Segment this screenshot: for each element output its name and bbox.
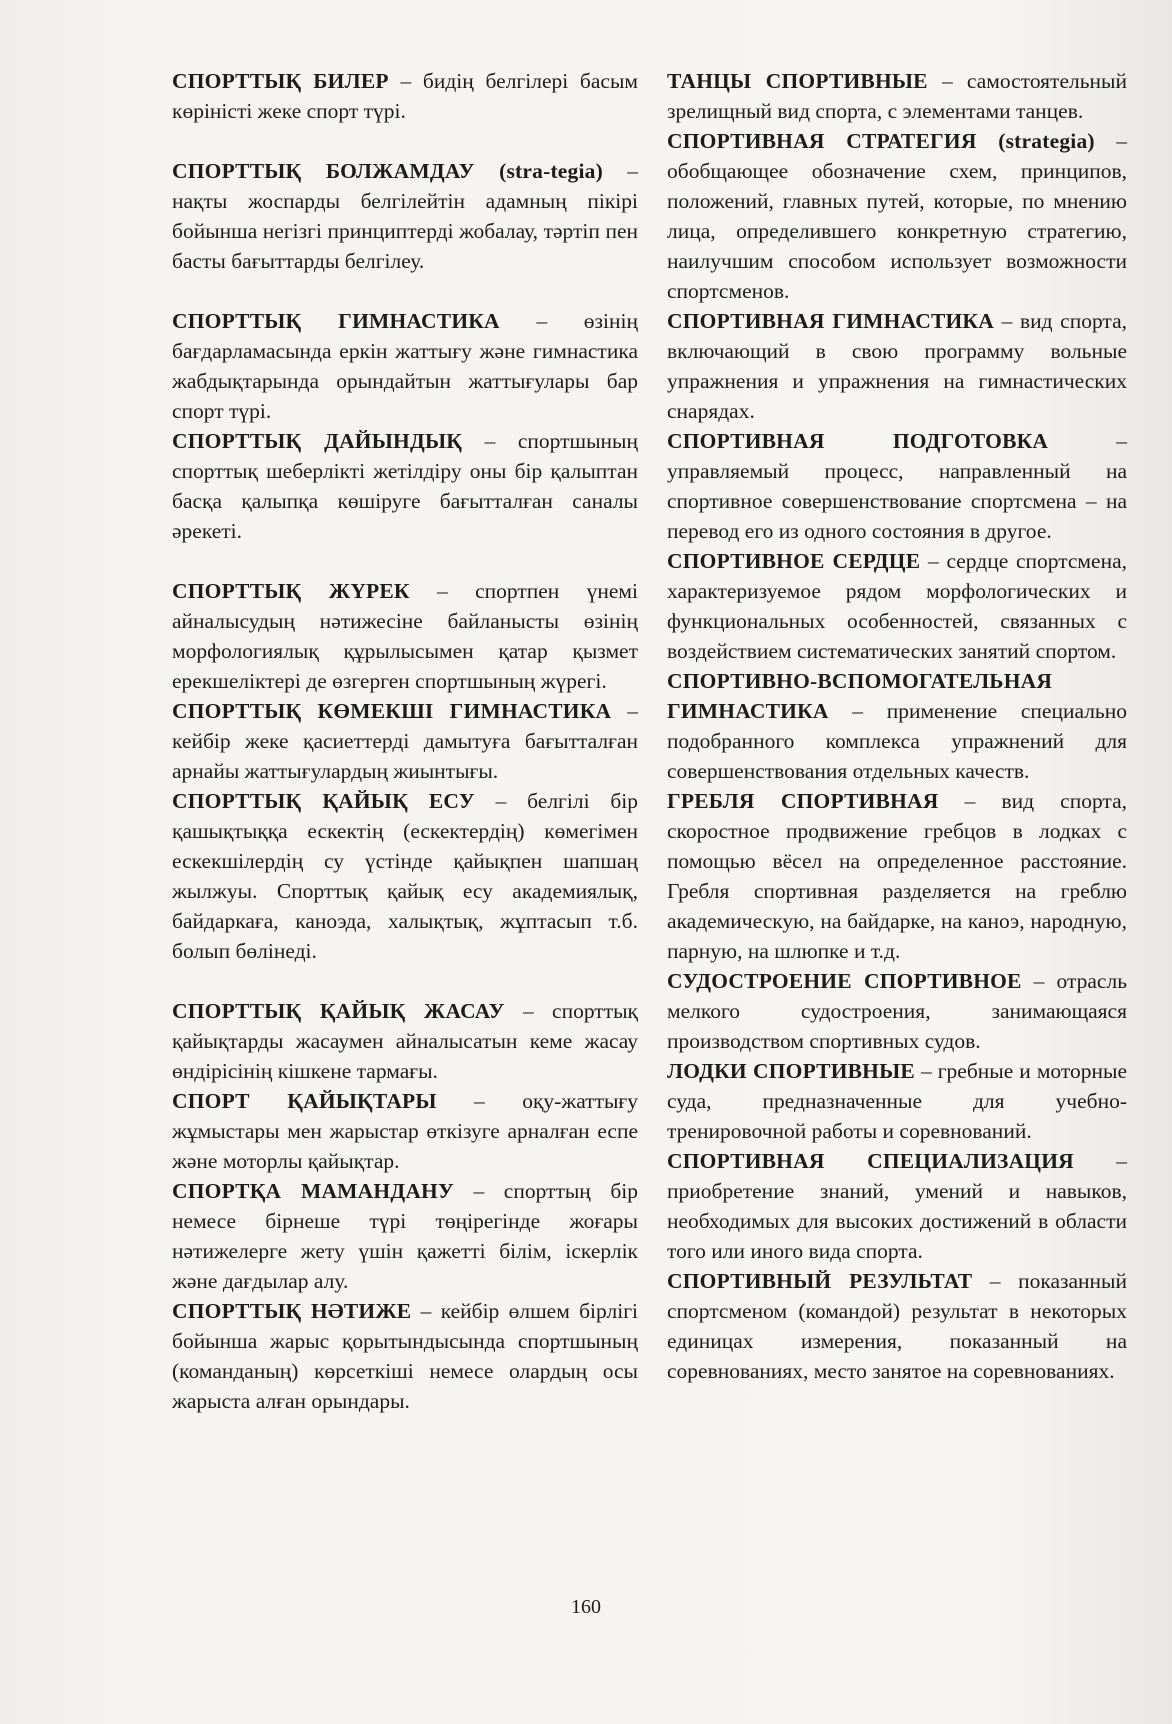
entry-term: СПОРТИВНАЯ ГИМНАСТИКА: [667, 309, 994, 333]
entry-definition: – бидің белгілері басым көріністі жеке спорт түрі.: [172, 69, 639, 123]
entry-term: СПОРТИВНО-ВСПОМОГАТЕЛЬНАЯ ГИМНАСТИКА: [667, 669, 1053, 723]
entry-definition: – спортшының спорттық шеберлікті жетілдіру оны бір қалыптан басқа қалыпқа көшіруге бағытталған саналы әрекеті.: [172, 429, 638, 543]
dictionary-entry: [667, 126, 1127, 306]
dictionary-entry: [667, 786, 1127, 966]
entry-term: СПОРТИВНЫЙ РЕЗУЛЬТАТ: [667, 1269, 973, 1293]
dictionary-entry: [172, 696, 638, 786]
entry-term: СПОРТТЫҚ НӘТИЖЕ: [172, 1299, 412, 1323]
entry-term: ГРЕБЛЯ СПОРТИВНАЯ: [667, 789, 939, 813]
entry-term: СПОРТҚА МАМАНДАНУ: [172, 1179, 454, 1203]
entry-term: СПОРТТЫҚ ҚАЙЫҚ ЕСУ: [172, 789, 475, 813]
entry-definition: – оқу-жаттығу жұмыстары мен жарыстар өткізуге арналған еспе және моторлы қайықтар.: [172, 1089, 638, 1173]
page-number: 160: [571, 1596, 601, 1618]
dictionary-entry: [667, 966, 1127, 1056]
entry-term: СПОРТИВНОЕ СЕРДЦЕ: [667, 549, 921, 573]
dictionary-entry: [667, 1056, 1127, 1146]
entry-definition: – нақты жоспарды белгілейтін адамның пікірі бойынша негізгі принциптерді жобалау, тәртіп пен басты бағыттарды белгілеу.: [172, 159, 638, 273]
entry-term: ТАНЦЫ СПОРТИВНЫЕ: [667, 69, 928, 93]
entry-term: СУДОСТРОЕНИЕ СПОРТИВНОЕ: [667, 969, 1022, 993]
entry-definition: – управляемый процесс, направленный на спортивное совершенствование спортсмена – на перевод его из одного состояния в другое.: [667, 429, 1127, 543]
entry-term: СПОРТИВНАЯ СТРАТЕГИЯ (strategia): [667, 129, 1095, 153]
dictionary-entry: [667, 546, 1127, 666]
dictionary-entry: [172, 996, 638, 1086]
dictionary-entry: [172, 66, 638, 126]
entry-definition: – вид спорта, включающий в свою программу вольные упражнения и упражнения на гимнастических снарядах.: [667, 309, 1127, 423]
entry-term: СПОРТТЫҚ КӨМЕКШІ ГИМНАСТИКА: [172, 699, 612, 723]
entry-term: СПОРТТЫҚ ДАЙЫНДЫҚ: [172, 429, 463, 453]
dictionary-entry: [172, 426, 638, 546]
entry-definition: – кейбір өлшем бірлігі бойынша жарыс қорытындысында спортшының (команданың) көрсеткіші немесе олардың осы жарыста алған орындары.: [172, 1299, 638, 1413]
dictionary-entry: [667, 66, 1127, 126]
dictionary-entry: [667, 426, 1127, 546]
dictionary-entry: [172, 1086, 638, 1176]
left-column-kazakh: [172, 66, 638, 1416]
dictionary-entry: [172, 786, 638, 966]
entry-definition: – показанный спортсменом (командой) результат в некоторых единицах измерения, показанный на соревнованиях, место занятое на соревнованиях.: [667, 1269, 1127, 1383]
entry-term: СПОРТИВНАЯ СПЕЦИАЛИЗАЦИЯ: [667, 1149, 1074, 1173]
entry-term: СПОРТТЫҚ ЖҮРЕК: [172, 579, 410, 603]
entry-definition: – кейбір жеке қасиеттерді дамытуға бағытталған арнайы жаттығулардың жиынтығы.: [172, 699, 638, 783]
entry-term: СПОРТТЫҚ БИЛЕР: [172, 69, 389, 93]
dictionary-entry: [172, 156, 638, 276]
dictionary-entry: [172, 1296, 638, 1416]
entry-definition: – самостоятельный зрелищный вид спорта, с элементами танцев.: [667, 69, 1127, 123]
dictionary-entry: [667, 666, 1127, 786]
entry-definition: – белгілі бір қашықтыққа ескектің (ескектердің) көмегімен ескекшілердің су үстінде қайықпен шапшаң жылжуы. Спорттық қайық есу академиялық, байдаркаға, каноэда, халықтық, жұптасып т.б. болып бөлінеді.: [172, 789, 638, 963]
entry-term: СПОРТ ҚАЙЫҚТАРЫ: [172, 1089, 437, 1113]
entry-definition: – гребные и моторные суда, предназначенные для учебно-тренировочной работы и соревнований.: [667, 1059, 1127, 1143]
entry-term: СПОРТТЫҚ ГИМНАСТИКА: [172, 309, 500, 333]
entry-definition: – применение специально подобранного комплекса упражнений для совершенствования отдельных качеств.: [667, 699, 1127, 783]
right-column-russian: [667, 66, 1127, 1386]
dictionary-entry: [172, 306, 638, 426]
entry-definition: – сердце спортсмена, характеризуемое рядом морфологических и функциональных особенностей, связанных с воздействием систематических занятий спортом.: [667, 549, 1127, 663]
entry-definition: – спорттық қайықтарды жасаумен айналысатын кеме жасау өндірісінің кішкене тармағы.: [172, 999, 638, 1083]
dictionary-entry: [667, 1146, 1127, 1266]
dictionary-entry: [667, 1266, 1127, 1386]
entry-term: ЛОДКИ СПОРТИВНЫЕ: [667, 1059, 915, 1083]
entry-term: СПОРТТЫҚ БОЛЖАМДАУ (stra-tegia): [172, 159, 603, 183]
entry-definition: – вид спорта, скоростное продвижение гребцов в лодках с помощью вёсел на определенное расстояние. Гребля спортивная разделяется на греблю академическую, на байдарке, на каноэ, народную, парную, на шлюпке и т.д.: [667, 789, 1128, 963]
entry-term: СПОРТТЫҚ ҚАЙЫҚ ЖАСАУ: [172, 999, 505, 1023]
entry-definition: – отрасль мелкого судостроения, занимающаяся производством спортивных судов.: [667, 969, 1127, 1053]
entry-definition: – обобщающее обозначение схем, принципов, положений, главных путей, которые, по мнению лица, определившего конкретную стратегию, наилучшим способом использует возможности спортсменов.: [667, 129, 1127, 303]
entry-definition: – спортпен үнемі айналысудың нәтижесіне байланысты өзінің морфологиялық құрылысымен қатар қызмет ерекшеліктері де өзгерген спортшының жүрегі.: [172, 579, 638, 693]
dictionary-entry: [667, 306, 1127, 426]
dictionary-entry: [172, 1176, 638, 1296]
entry-definition: – спорттың бір немесе бірнеше түрі төңірегінде жоғары нәтижелерге жету үшін қажетті білім, іскерлік және дағдылар алу.: [172, 1179, 638, 1293]
entry-definition: – өзінің бағдарламасында еркін жаттығу және гимнастика жабдықтарында орындайтын жаттығулары бар спорт түрі.: [172, 309, 639, 423]
entry-term: СПОРТИВНАЯ ПОДГОТОВКА: [667, 429, 1049, 453]
entry-definition: – приобретение знаний, умений и навыков, необходимых для высоких достижений в области того или иного вида спорта.: [667, 1149, 1127, 1263]
dictionary-entry: [172, 576, 638, 696]
